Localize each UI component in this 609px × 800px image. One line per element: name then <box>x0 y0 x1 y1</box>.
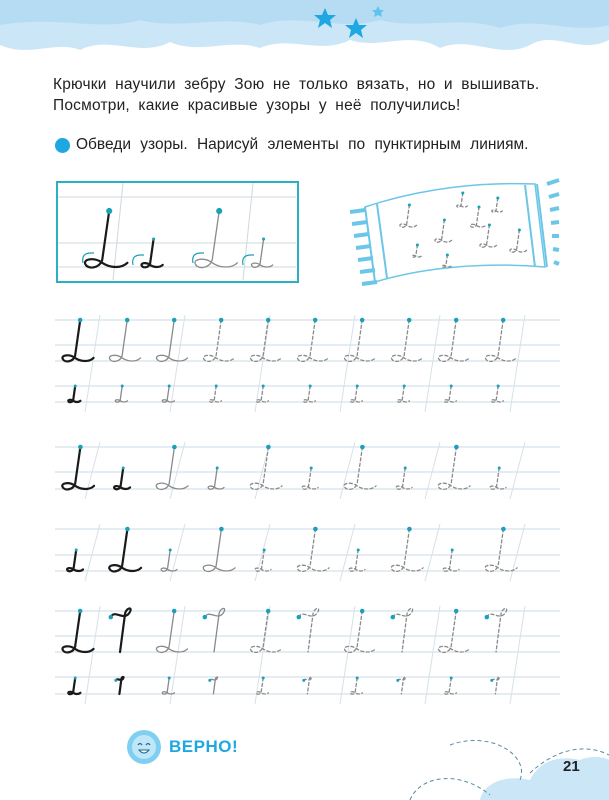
correct-badge <box>125 728 238 766</box>
start-dot <box>262 237 265 240</box>
cursive-letter-l <box>396 467 412 490</box>
start-dot <box>485 615 490 620</box>
cursive-letter-l <box>68 677 80 695</box>
start-dot <box>266 318 271 323</box>
start-dot <box>262 677 265 680</box>
start-dot <box>219 527 224 532</box>
slant-line <box>510 315 525 412</box>
sample-letters <box>58 183 296 280</box>
start-dot <box>446 254 449 257</box>
start-dot <box>172 445 177 450</box>
cursive-letter-t <box>109 608 131 652</box>
cursive-letter-l <box>350 385 362 403</box>
cursive-letter-l <box>443 549 459 572</box>
cursive-letter-t <box>297 608 319 652</box>
start-dot <box>403 385 406 388</box>
cursive-letter-t <box>396 677 405 694</box>
start-dot <box>309 385 312 388</box>
cursive-letter-l <box>485 318 516 362</box>
start-dot <box>313 527 318 532</box>
start-dot <box>391 615 396 620</box>
cursive-letter-l <box>349 549 365 572</box>
start-dot <box>74 385 77 388</box>
cursive-letter-l <box>68 385 80 403</box>
cursive-letter-l <box>397 385 409 403</box>
cursive-letter-l <box>156 318 187 362</box>
cursive-letter-l <box>344 445 376 490</box>
correct-badge-label: ВЕРНО! <box>169 737 239 756</box>
start-dot <box>501 527 506 532</box>
cursive-letter-l <box>250 609 281 653</box>
start-dot <box>454 609 459 614</box>
start-dot <box>74 677 77 680</box>
cursive-letter-t <box>208 677 217 694</box>
start-dot <box>78 609 83 614</box>
start-dot <box>219 318 224 323</box>
start-dot <box>313 318 318 323</box>
start-dot <box>518 229 521 232</box>
cursive-letter-l <box>350 677 362 695</box>
start-dot <box>360 445 365 450</box>
slant-line <box>510 606 525 704</box>
start-dot <box>461 192 464 195</box>
embroidered-towel-illustration <box>345 172 560 292</box>
start-dot <box>488 224 491 227</box>
start-dot <box>496 197 499 200</box>
start-dot <box>450 385 453 388</box>
slant-line <box>255 606 270 704</box>
slant-line <box>425 442 440 499</box>
start-dot <box>396 679 399 682</box>
start-dot <box>297 615 302 620</box>
cursive-letter-l <box>438 318 469 362</box>
start-dot <box>266 445 271 450</box>
cursive-letter-l <box>156 445 188 490</box>
slant-line <box>425 606 440 704</box>
cursive-letter-l <box>303 385 315 403</box>
page-number: 21 <box>563 758 580 775</box>
start-dot <box>215 385 218 388</box>
cursive-letter-l <box>203 527 235 572</box>
start-dot <box>172 318 177 323</box>
cursive-letter-t <box>114 677 123 694</box>
start-dot <box>114 679 117 682</box>
slant-line <box>170 524 185 581</box>
start-dot <box>478 206 481 209</box>
cursive-letter-l <box>195 208 237 268</box>
cursive-letter-l <box>491 385 503 403</box>
cursive-letter-l <box>62 609 93 653</box>
cursive-letter-t <box>302 677 311 694</box>
cursive-letter-l <box>297 527 329 572</box>
bullet-icon <box>55 138 70 153</box>
start-dot <box>109 615 114 620</box>
start-dot <box>216 467 219 470</box>
slant-line <box>85 606 100 704</box>
start-dot <box>263 549 266 552</box>
slant-line <box>340 524 355 581</box>
start-dot <box>106 208 112 214</box>
start-dot <box>121 385 124 388</box>
slant-line <box>85 315 100 412</box>
start-dot <box>125 318 130 323</box>
cursive-letter-l <box>297 318 328 362</box>
start-dot <box>262 385 265 388</box>
direction-arrow-icon <box>193 253 204 263</box>
cursive-letter-l <box>444 385 456 403</box>
slant-line <box>340 606 355 704</box>
cursive-letter-l <box>156 609 187 653</box>
start-dot <box>266 609 271 614</box>
cursive-letter-l <box>438 445 470 490</box>
start-dot <box>356 385 359 388</box>
cursive-letter-l <box>203 318 234 362</box>
start-dot <box>125 527 130 532</box>
cursive-letter-t <box>490 677 499 694</box>
start-dot <box>407 527 412 532</box>
start-dot <box>404 467 407 470</box>
slant-line <box>510 442 525 499</box>
intro-paragraph: Крючки научили зебру Зою не только вязать, но и вышивать. Посмотри, какие красивые узоры у неё получились! <box>53 76 540 114</box>
cursive-letter-l <box>252 237 273 267</box>
cursive-letter-t <box>391 608 413 652</box>
cursive-letter-l <box>62 318 93 362</box>
cursive-letter-l <box>142 237 163 267</box>
start-dot <box>416 244 419 247</box>
cursive-letter-l <box>444 677 456 695</box>
start-dot <box>501 318 506 323</box>
cursive-letter-l <box>85 208 127 268</box>
start-dot <box>443 219 446 222</box>
start-dot <box>152 237 155 240</box>
cursive-letter-l <box>208 467 224 490</box>
slant-line <box>85 442 100 499</box>
start-dot <box>360 609 365 614</box>
cursive-letter-l <box>250 318 281 362</box>
smiling-sun-icon <box>125 728 163 766</box>
cursive-letter-l <box>250 445 282 490</box>
cursive-letter-l <box>109 527 141 572</box>
task-instruction <box>55 136 528 154</box>
cursive-letter-l <box>67 549 83 572</box>
start-dot <box>407 318 412 323</box>
start-dot <box>75 549 78 552</box>
start-dot <box>168 385 171 388</box>
cursive-letter-t <box>485 608 507 652</box>
start-dot <box>302 679 305 682</box>
start-dot <box>122 467 125 470</box>
start-dot <box>208 679 211 682</box>
start-dot <box>454 318 459 323</box>
start-dot <box>310 467 313 470</box>
start-dot <box>451 549 454 552</box>
sample-letters-frame <box>56 181 299 283</box>
cursive-letter-l <box>109 318 140 362</box>
start-dot <box>168 677 171 680</box>
cursive-letter-l <box>209 385 221 403</box>
slant-line <box>340 315 355 412</box>
start-dot <box>356 677 359 680</box>
start-dot <box>497 385 500 388</box>
cursive-letter-l <box>438 609 469 653</box>
writing-practice-area <box>0 300 609 720</box>
start-dot <box>169 549 172 552</box>
cursive-letter-l <box>391 527 423 572</box>
cloud-header-decoration <box>0 0 609 70</box>
start-dot <box>78 318 83 323</box>
cursive-letter-l <box>490 467 506 490</box>
cursive-letter-l <box>115 385 127 403</box>
cursive-letter-t <box>203 608 225 652</box>
slant-line <box>85 524 100 581</box>
start-dot <box>360 318 365 323</box>
slant-line <box>340 442 355 499</box>
start-dot <box>408 204 411 207</box>
slant-line <box>255 524 270 581</box>
start-dot <box>203 615 208 620</box>
start-dot <box>490 679 493 682</box>
cursive-letter-l <box>161 549 177 572</box>
cursive-letter-l <box>485 527 517 572</box>
start-dot <box>216 208 222 214</box>
slant-line <box>425 524 440 581</box>
start-dot <box>454 445 459 450</box>
cursive-letter-l <box>302 467 318 490</box>
cursive-letter-l <box>391 318 422 362</box>
start-dot <box>357 549 360 552</box>
slant-line <box>170 442 185 499</box>
slant-line <box>255 315 270 412</box>
start-dot <box>450 677 453 680</box>
cursive-letter-l <box>114 467 130 490</box>
task-text: Обведи узоры. Нарисуй элементы по пунктирным линиям. <box>76 136 529 153</box>
start-dot <box>498 467 501 470</box>
start-dot <box>78 445 83 450</box>
start-dot <box>172 609 177 614</box>
slant-line <box>425 315 440 412</box>
slant-line <box>510 524 525 581</box>
